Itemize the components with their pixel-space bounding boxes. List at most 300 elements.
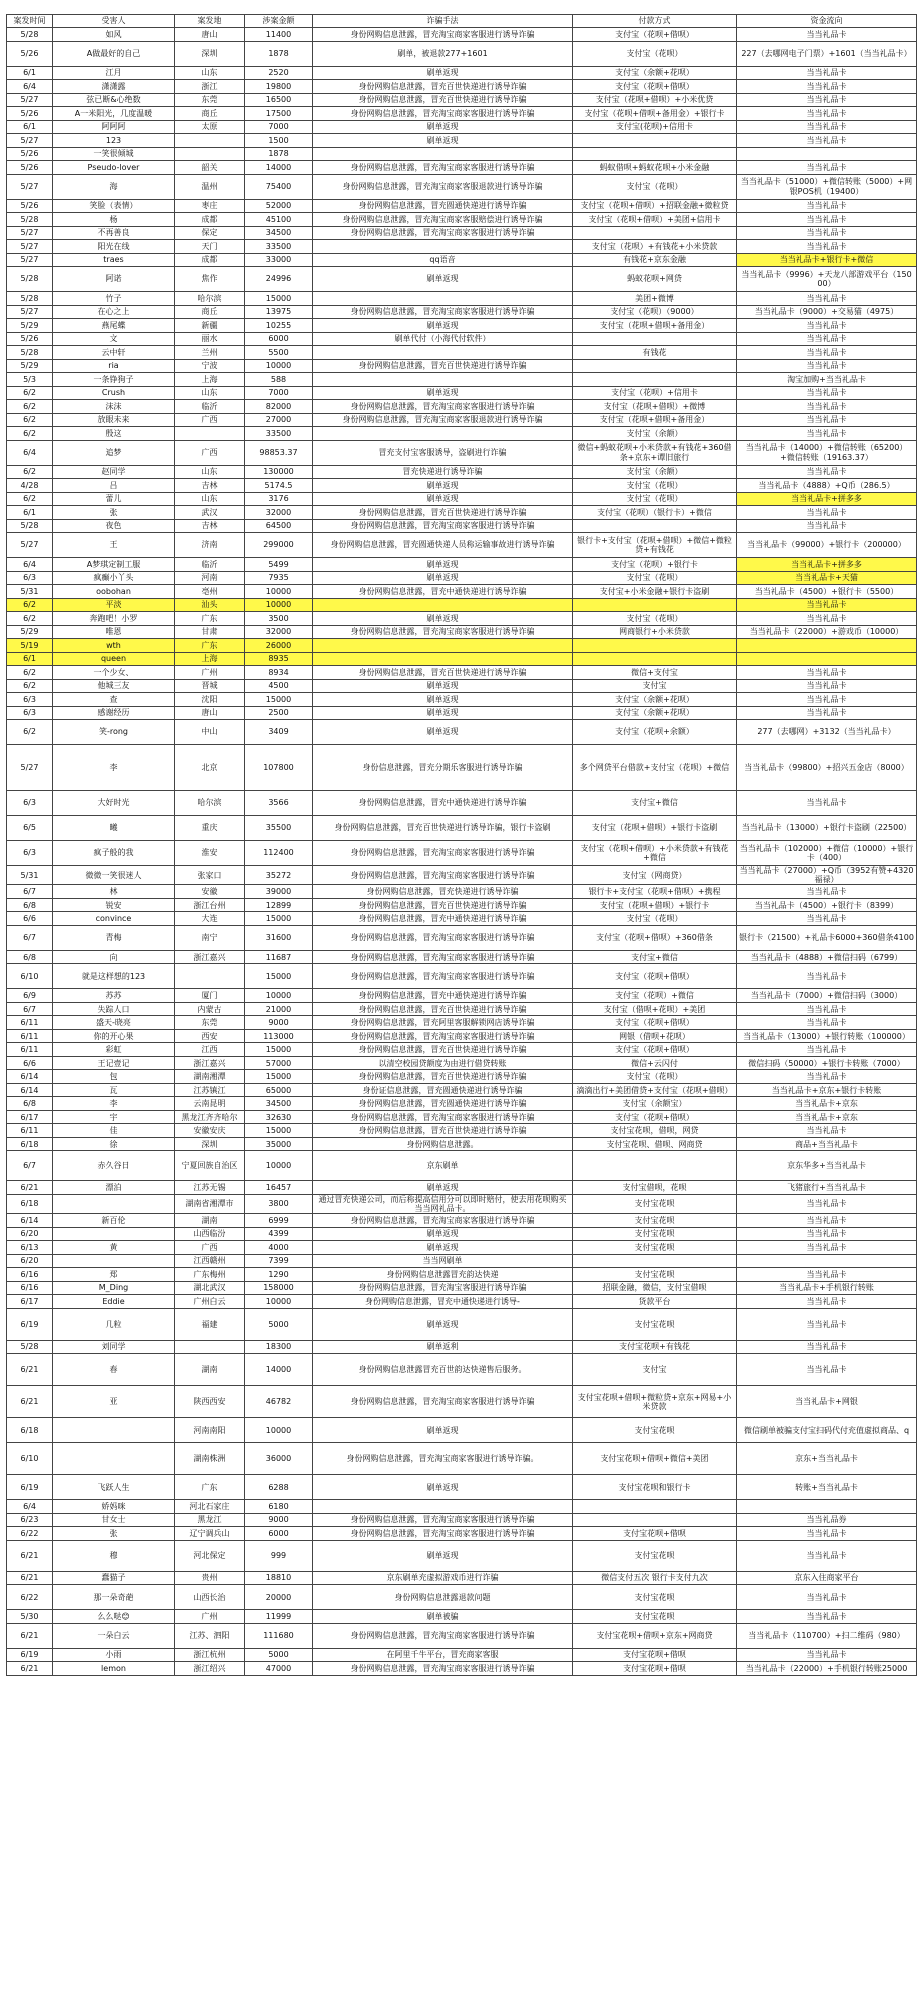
- cell-location: 浙江: [175, 80, 245, 94]
- table-row: [7, 1083, 917, 1097]
- table-row: [7, 253, 917, 267]
- cell-location: 临沂: [175, 400, 245, 414]
- cell-victim: 李: [53, 745, 175, 791]
- cell-date: 6/21: [7, 1540, 53, 1571]
- cell-location: [175, 964, 245, 989]
- cell-location: 山东: [175, 386, 245, 400]
- cell-date: 6/4: [7, 1500, 53, 1514]
- cell-date: 6/17: [7, 1295, 53, 1309]
- cell-method: 身份网购信息泄露，冒充淘宝商家客服进行诱导诈骗: [313, 866, 573, 885]
- cell-payment: 支付宝花呗: [573, 1241, 737, 1255]
- cell-method: 刷单返现: [313, 319, 573, 333]
- cell-location: 广州: [175, 1610, 245, 1624]
- cell-victim: 青梅: [53, 925, 175, 950]
- cell-amount: 27000: [245, 413, 313, 427]
- cell-fund-flow: 微信扫码（50000）+银行卡转账（7000）: [737, 1056, 917, 1070]
- cell-method: 冒充支付宝客服诱导，盗刷进行诈骗: [313, 440, 573, 465]
- cell-date: 5/30: [7, 1610, 53, 1624]
- cell-amount: 10000: [245, 359, 313, 373]
- cell-victim: 笑-rong: [53, 720, 175, 745]
- cell-payment: 有钱花: [573, 346, 737, 360]
- cell-method: 身份网购信息泄露，冒充淘宝客服进行诱导诈骗: [313, 1281, 573, 1295]
- table-row: [7, 533, 917, 558]
- cell-payment: 支付宝(花呗)+信用卡: [573, 120, 737, 134]
- cell-date: 5/27: [7, 253, 53, 267]
- cell-victim: lemon: [53, 1662, 175, 1676]
- cell-payment: 支付宝借呗，花呗: [573, 1181, 737, 1195]
- cell-fund-flow: 当当礼品卡（13000）+银行卡盗刷（22500）: [737, 816, 917, 841]
- table-row: [7, 1386, 917, 1418]
- cell-fund-flow: 当当礼品卡+拼多多: [737, 492, 917, 506]
- table-row: [7, 598, 917, 612]
- cell-victim: 奔跑吧！小罗: [53, 612, 175, 626]
- cell-payment: 支付宝（花呗+借呗）: [573, 1110, 737, 1124]
- cell-method: 刷单返现: [313, 679, 573, 693]
- cell-victim: 苏苏: [53, 989, 175, 1003]
- cell-payment: 支付宝（花呗+借呗）: [573, 964, 737, 989]
- cell-payment: 支付宝（花呗+借呗）+银行卡: [573, 898, 737, 912]
- cell-amount: 10000: [245, 598, 313, 612]
- cell-amount: 82000: [245, 400, 313, 414]
- cell-payment: 支付宝（花呗+借呗）: [573, 1043, 737, 1057]
- table-row: [7, 1097, 917, 1111]
- cell-method: 刷单返现: [313, 720, 573, 745]
- cell-location: 江西赣州: [175, 1254, 245, 1268]
- cell-payment: [573, 147, 737, 161]
- cell-method: 身份网购信息泄露，冒充百世快递进行诱导诈骗: [313, 1124, 573, 1138]
- cell-victim: 放眼未来: [53, 413, 175, 427]
- cell-location: 深圳: [175, 41, 245, 66]
- cell-victim: 潇潇露: [53, 80, 175, 94]
- cell-payment: 微信+云闪付: [573, 1056, 737, 1070]
- cell-location: 成都: [175, 253, 245, 267]
- cell-amount: 4500: [245, 679, 313, 693]
- cell-amount: 7935: [245, 571, 313, 585]
- table-row: [7, 612, 917, 626]
- cell-location: 唐山: [175, 706, 245, 720]
- cell-amount: 5000: [245, 1648, 313, 1662]
- table-row: [7, 816, 917, 841]
- cell-date: 6/8: [7, 950, 53, 964]
- table-row: [7, 427, 917, 441]
- cell-date: 5/28: [7, 28, 53, 42]
- cell-amount: 999: [245, 1540, 313, 1571]
- cell-method: 刷单返现: [313, 492, 573, 506]
- cell-victim: 一条铮狗子: [53, 373, 175, 387]
- cell-amount: 46782: [245, 1386, 313, 1418]
- cell-fund-flow: 当当礼品卡: [737, 93, 917, 107]
- table-row: [7, 1475, 917, 1500]
- cell-amount: 3800: [245, 1194, 313, 1213]
- cell-location: 南宁: [175, 925, 245, 950]
- cell-amount: 32000: [245, 625, 313, 639]
- cell-method: 身份网购信息泄露，冒充淘宝商家客服进行诱导诈骗: [313, 925, 573, 950]
- cell-date: 6/2: [7, 679, 53, 693]
- cell-amount: 57000: [245, 1056, 313, 1070]
- cell-fund-flow: 当当礼品卡: [737, 706, 917, 720]
- cell-date: 4/28: [7, 479, 53, 493]
- cell-method: 身份网购信息泄露，冒充淘宝商家客服进行诱导诈骗: [313, 1214, 573, 1228]
- cell-payment: [573, 1151, 737, 1181]
- cell-fund-flow: 当当礼品卡: [737, 1648, 917, 1662]
- cell-location: 上海: [175, 652, 245, 666]
- cell-fund-flow: 当当礼品卡: [737, 319, 917, 333]
- cell-payment: 支付宝（花呗）: [573, 571, 737, 585]
- cell-location: 韶关: [175, 161, 245, 175]
- cell-method: 在阿里千牛平台，冒充商家客服: [313, 1648, 573, 1662]
- cell-amount: 158000: [245, 1281, 313, 1295]
- cell-victim: 宇: [53, 1110, 175, 1124]
- table-row: [7, 1623, 917, 1648]
- table-row: [7, 625, 917, 639]
- cell-payment: 支付宝（花呗+借呗）: [573, 28, 737, 42]
- cell-method: 通过冒充快递公司，而后称提高信用分可以即时赔付，使去用花呗购买当当网礼品卡。: [313, 1194, 573, 1213]
- table-header: [7, 15, 917, 28]
- table-row: [7, 571, 917, 585]
- cell-fund-flow: 当当礼品卡: [737, 506, 917, 520]
- cell-victim: 唯恩: [53, 625, 175, 639]
- table-row: [7, 1214, 917, 1228]
- cell-amount: 32000: [245, 506, 313, 520]
- cell-fund-flow: 当当礼品卡+京东+银行卡转账: [737, 1083, 917, 1097]
- cell-fund-flow: 当当礼品卡: [737, 427, 917, 441]
- cell-payment: 支付宝（花呗+借呗+备用金）: [573, 319, 737, 333]
- cell-method: 刷单返现: [313, 386, 573, 400]
- cell-amount: 18300: [245, 1340, 313, 1354]
- cell-amount: 11999: [245, 1610, 313, 1624]
- cell-date: 5/27: [7, 533, 53, 558]
- cell-location: 新疆: [175, 319, 245, 333]
- cell-amount: 35500: [245, 816, 313, 841]
- cell-fund-flow: 当当礼品卡（22000）+游戏币（10000）: [737, 625, 917, 639]
- cell-location: 枣庄: [175, 199, 245, 213]
- cell-payment: 支付宝（花呗）+信用卡: [573, 386, 737, 400]
- cell-victim: traes: [53, 253, 175, 267]
- cell-date: 6/21: [7, 1181, 53, 1195]
- cell-method: 身份网购信息泄露，冒充淘宝商家客服进行诱导诈骗: [313, 1527, 573, 1541]
- table-row: [7, 93, 917, 107]
- cell-payment: 支付宝花呗、借呗、网商贷: [573, 1137, 737, 1151]
- cell-date: 5/27: [7, 134, 53, 148]
- cell-location: 广东: [175, 612, 245, 626]
- table-row: [7, 492, 917, 506]
- cell-victim: 沫沫: [53, 400, 175, 414]
- table-row: [7, 1662, 917, 1676]
- cell-date: 5/26: [7, 161, 53, 175]
- cell-location: [175, 1340, 245, 1354]
- cell-amount: 5500: [245, 346, 313, 360]
- table-row: [7, 174, 917, 199]
- cell-method: 刷单返现: [313, 134, 573, 148]
- cell-amount: 14000: [245, 1354, 313, 1386]
- cell-method: 京东刷单: [313, 1151, 573, 1181]
- cell-fund-flow: [737, 639, 917, 653]
- cell-location: 山东: [175, 66, 245, 80]
- cell-location: 湖北武汉: [175, 1281, 245, 1295]
- cell-payment: 支付宝花呗: [573, 1540, 737, 1571]
- cell-fund-flow: 当当礼品卡: [737, 465, 917, 479]
- cell-amount: 34500: [245, 226, 313, 240]
- cell-location: 河南: [175, 571, 245, 585]
- cell-amount: 588: [245, 373, 313, 387]
- cell-fund-flow: 当当礼品卡: [737, 598, 917, 612]
- cell-amount: 6000: [245, 332, 313, 346]
- cell-amount: 34500: [245, 1097, 313, 1111]
- cell-amount: 9000: [245, 1513, 313, 1527]
- cell-victim: 江月: [53, 66, 175, 80]
- cell-amount: 3176: [245, 492, 313, 506]
- cell-amount: 7399: [245, 1254, 313, 1268]
- cell-date: 6/1: [7, 506, 53, 520]
- cell-amount: 111680: [245, 1623, 313, 1648]
- cell-location: 湖南株洲: [175, 1443, 245, 1475]
- cell-fund-flow: 当当礼品卡+手机银行转账: [737, 1281, 917, 1295]
- cell-amount: 15000: [245, 1043, 313, 1057]
- cell-payment: 支付宝+小米金融+银行卡盗刷: [573, 585, 737, 599]
- cell-date: 6/14: [7, 1083, 53, 1097]
- cell-victim: 一个少女、: [53, 666, 175, 680]
- cell-amount: 5499: [245, 558, 313, 572]
- cell-fund-flow: 当当礼品卡: [737, 964, 917, 989]
- cell-victim: 向: [53, 950, 175, 964]
- cell-location: 浙江绍兴: [175, 1662, 245, 1676]
- cell-victim: 123: [53, 134, 175, 148]
- cell-location: 沈阳: [175, 693, 245, 707]
- cell-method: 刷单代付（小海代付软件）: [313, 332, 573, 346]
- cell-fund-flow: 当当礼品卡: [737, 346, 917, 360]
- cell-location: 内蒙古: [175, 1002, 245, 1016]
- cell-payment: 支付宝花呗+有钱花: [573, 1340, 737, 1354]
- cell-fund-flow: 当当礼品卡: [737, 226, 917, 240]
- cell-payment: 招联金融，微信，支付宝借呗: [573, 1281, 737, 1295]
- cell-payment: 支付宝花呗+借呗: [573, 1648, 737, 1662]
- cell-amount: 15000: [245, 292, 313, 306]
- cell-fund-flow: 277（去哪网）+3132（当当礼品卡）: [737, 720, 917, 745]
- cell-amount: 6180: [245, 1500, 313, 1514]
- cell-date: 6/1: [7, 120, 53, 134]
- table-row: [7, 1181, 917, 1195]
- cell-victim: 王记壹记: [53, 1056, 175, 1070]
- cell-victim: 不再善良: [53, 226, 175, 240]
- table-row: [7, 585, 917, 599]
- cell-fund-flow: 微信刷单被骗支付宝扫码代付充值虚拟商品、q: [737, 1418, 917, 1443]
- cell-amount: 12899: [245, 898, 313, 912]
- cell-victim: 一朵白云: [53, 1623, 175, 1648]
- cell-location: 甘肃: [175, 625, 245, 639]
- cell-victim: 曦: [53, 816, 175, 841]
- cell-method: 身份网购信息泄露，冒充圆通快递进行诱导诈骗: [313, 1097, 573, 1111]
- cell-payment: 网银（借呗+花呗）: [573, 1029, 737, 1043]
- cell-victim: 文: [53, 332, 175, 346]
- cell-amount: 17500: [245, 107, 313, 121]
- cell-fund-flow: 当当礼品卡: [737, 1268, 917, 1282]
- cell-amount: 35000: [245, 1137, 313, 1151]
- cell-date: 5/19: [7, 639, 53, 653]
- table-row: [7, 1500, 917, 1514]
- cell-method: 身份网购信息泄露，冒充百世快递进行诱导诈骗: [313, 1070, 573, 1084]
- table-row: [7, 292, 917, 306]
- cell-payment: 银行卡+支付宝（花呗+借呗）+微信+微粒贷+有钱花: [573, 533, 737, 558]
- cell-method: 刷单，被退款277+1601: [313, 41, 573, 66]
- cell-victim: 飞跃人生: [53, 1475, 175, 1500]
- cell-payment: 支付宝（余额宝）: [573, 1097, 737, 1111]
- cell-fund-flow: 当当礼品卡: [737, 666, 917, 680]
- cell-payment: 微信+蚂蚁花呗+小米贷款+有钱花+360借条+京东+谭旧旅行: [573, 440, 737, 465]
- table-row: [7, 413, 917, 427]
- cell-amount: 15000: [245, 1124, 313, 1138]
- cell-fund-flow: [737, 147, 917, 161]
- table-row: [7, 319, 917, 333]
- cell-fund-flow: 当当礼品卡: [737, 1540, 917, 1571]
- cell-payment: 支付宝（花呗+借呗）+美团+信用卡: [573, 213, 737, 227]
- cell-location: 天门: [175, 240, 245, 254]
- cell-victim: 海: [53, 174, 175, 199]
- cell-amount: 19800: [245, 80, 313, 94]
- table-row: [7, 885, 917, 899]
- cell-amount: 15000: [245, 693, 313, 707]
- cell-fund-flow: 当当礼品卡: [737, 400, 917, 414]
- cell-amount: 3409: [245, 720, 313, 745]
- table-row: [7, 346, 917, 360]
- cell-amount: 9000: [245, 1016, 313, 1030]
- cell-location: 江苏镇江: [175, 1083, 245, 1097]
- cell-amount: 1878: [245, 41, 313, 66]
- cell-method: 刷单返现: [313, 1475, 573, 1500]
- cell-victim: 张: [53, 1527, 175, 1541]
- cell-victim: A梦琪定制工服: [53, 558, 175, 572]
- cell-method: 刷单返利: [313, 1340, 573, 1354]
- cell-payment: 支付宝花呗+借呗+微信+美团: [573, 1443, 737, 1475]
- cell-method: 身份网购信息泄露，冒充淘宝商家客服进行诱导诈骗: [313, 1386, 573, 1418]
- cell-amount: 10000: [245, 1151, 313, 1181]
- cell-location: 广东: [175, 1475, 245, 1500]
- cell-fund-flow: 飞猪旅行+当当礼品卡: [737, 1181, 917, 1195]
- cell-fund-flow: 当当礼品卡: [737, 1295, 917, 1309]
- cell-method: 身份网购信息泄露，冒充淘宝商家客服进行诱导诈骗: [313, 305, 573, 319]
- header-victim: 受害人: [53, 15, 175, 28]
- table-row: [7, 841, 917, 866]
- cell-victim: 李: [53, 1097, 175, 1111]
- cell-fund-flow: 当当礼品券: [737, 1513, 917, 1527]
- cell-victim: [53, 1443, 175, 1475]
- cell-fund-flow: 当当礼品卡（9996）+天龙八部游戏平台（15000）: [737, 267, 917, 292]
- cell-date: 6/1: [7, 66, 53, 80]
- cell-date: 6/20: [7, 1227, 53, 1241]
- table-row: [7, 1571, 917, 1585]
- cell-fund-flow: 当当礼品卡: [737, 1527, 917, 1541]
- cell-payment: 支付宝（余额+花呗）: [573, 693, 737, 707]
- cell-victim: 殷这: [53, 427, 175, 441]
- cell-date: 5/29: [7, 319, 53, 333]
- cell-fund-flow: 当当礼品卡: [737, 292, 917, 306]
- table-row: [7, 706, 917, 720]
- cell-victim: 穆: [53, 1540, 175, 1571]
- table-row: [7, 479, 917, 493]
- cell-victim: 阿诺: [53, 267, 175, 292]
- cell-payment: [573, 639, 737, 653]
- cell-location: 山东: [175, 492, 245, 506]
- cell-payment: 支付宝（花呗）+有钱花+小米贷款: [573, 240, 737, 254]
- cell-victim: 盛天-晓亮: [53, 1016, 175, 1030]
- table-row: [7, 1540, 917, 1571]
- table-row: [7, 912, 917, 926]
- cell-payment: 滴滴出行+美团借贷+支付宝（花呗+借呗）: [573, 1083, 737, 1097]
- cell-fund-flow: 当当礼品卡: [737, 885, 917, 899]
- cell-fund-flow: 当当礼品卡: [737, 332, 917, 346]
- table-row: [7, 134, 917, 148]
- cell-amount: 26000: [245, 639, 313, 653]
- cell-amount: 3500: [245, 612, 313, 626]
- cell-location: 重庆: [175, 816, 245, 841]
- cell-victim: 郑: [53, 1268, 175, 1282]
- cell-date: 6/10: [7, 964, 53, 989]
- cell-victim: 失踪人口: [53, 1002, 175, 1016]
- cell-amount: 3566: [245, 791, 313, 816]
- table-row: [7, 400, 917, 414]
- cell-victim: 黄: [53, 1241, 175, 1255]
- cell-fund-flow: 当当礼品卡: [737, 791, 917, 816]
- cell-method: 身份网购信息泄露，冒充淘宝商家客服进行诱导诈骗: [313, 1110, 573, 1124]
- cell-date: 6/22: [7, 1585, 53, 1610]
- cell-location: 晋城: [175, 679, 245, 693]
- cell-method: 身份网购信息泄露，冒充阿里客服解锁网店诱导诈骗: [313, 1016, 573, 1030]
- cell-method: 身份网购信息泄露，冒充百世快递进行诱导诈骗: [313, 80, 573, 94]
- cell-method: 身份网购信息泄露，冒充百世快递进行诱导诈骗: [313, 506, 573, 520]
- cell-location: 唐山: [175, 28, 245, 42]
- cell-victim: 锐安: [53, 898, 175, 912]
- cell-payment: 支付宝（花呗）: [573, 492, 737, 506]
- cell-date: 6/21: [7, 1354, 53, 1386]
- cell-method: 刷单返现: [313, 1540, 573, 1571]
- cell-method: 身份网购信息泄露冒充韵达快递: [313, 1268, 573, 1282]
- cell-payment: 银行卡+支付宝（花呗+借呗）+携程: [573, 885, 737, 899]
- cell-location: 云南昆明: [175, 1097, 245, 1111]
- cell-method: 身份网购信息泄露退款问题: [313, 1585, 573, 1610]
- cell-fund-flow: 当当礼品卡+拼多多: [737, 558, 917, 572]
- cell-method: 身份网购信息泄露，冒充淘宝商家客服进行诱导诈骗: [313, 625, 573, 639]
- cell-payment: 支付宝（花呗+借呗）+银行卡盗刷: [573, 816, 737, 841]
- cell-victim: ria: [53, 359, 175, 373]
- cell-victim: A做最好的自己: [53, 41, 175, 66]
- cell-victim: 林: [53, 885, 175, 899]
- cell-fund-flow: 当当礼品卡（22000）+手机银行转账25000: [737, 1662, 917, 1676]
- cell-payment: 支付宝花呗+借呗+微粒贷+京东+网易+小米贷款: [573, 1386, 737, 1418]
- cell-location: [175, 147, 245, 161]
- cell-date: 6/2: [7, 492, 53, 506]
- cell-payment: 支付宝花呗: [573, 1308, 737, 1340]
- cell-fund-flow: 当当礼品卡: [737, 693, 917, 707]
- cell-date: 6/16: [7, 1268, 53, 1282]
- cell-payment: 支付宝+微信: [573, 791, 737, 816]
- table-row: [7, 107, 917, 121]
- cell-date: 6/13: [7, 1241, 53, 1255]
- cell-location: 黑龙江: [175, 1513, 245, 1527]
- cell-fund-flow: 当当礼品卡: [737, 1124, 917, 1138]
- cell-payment: 支付宝（花呗）（银行卡）+微信: [573, 506, 737, 520]
- cell-payment: 支付宝（花呗+借呗）+小米优贷: [573, 93, 737, 107]
- table-row: [7, 1137, 917, 1151]
- table-row: [7, 1016, 917, 1030]
- cell-date: 6/3: [7, 693, 53, 707]
- cell-location: 安徽: [175, 885, 245, 899]
- cell-payment: 支付宝（网商贷）: [573, 866, 737, 885]
- cell-method: 身份证信息泄露，冒充圆通快递进行诱导诈骗: [313, 1083, 573, 1097]
- cell-date: 6/9: [7, 989, 53, 1003]
- cell-payment: 支付宝（花呗）+银行卡: [573, 558, 737, 572]
- cell-victim: 赤久谷日: [53, 1151, 175, 1181]
- cell-victim: 小雨: [53, 1648, 175, 1662]
- cell-method: 刷单返现: [313, 612, 573, 626]
